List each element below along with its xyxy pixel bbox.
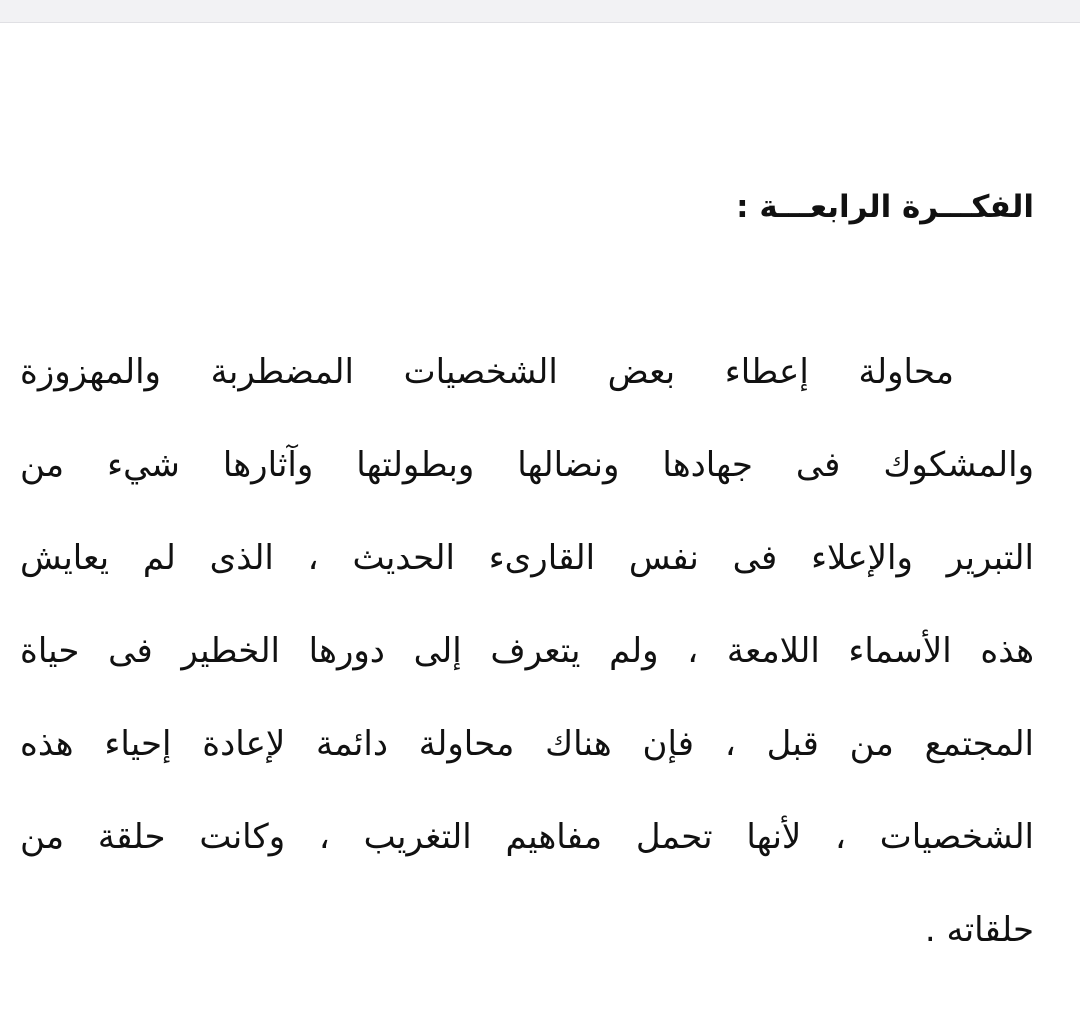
paragraph-line: محاولة إعطاء بعض الشخصيات المضطربة والمهزوزة <box>20 352 954 392</box>
paragraph-line: هذه الأسماء اللامعة ، ولم يتعرف إلى دورها الخطير فى حياة <box>20 631 1034 671</box>
section-heading: الفكـــرة الرابعـــة : <box>736 189 1034 225</box>
paragraph-line: حلقاته . <box>924 910 1034 950</box>
paragraph-line: والمشكوك فى جهادها ونضالها وبطولتها وآثارها شيء من <box>20 445 1034 485</box>
body-paragraph <box>20 326 1034 977</box>
viewer-top-bar <box>0 0 1080 23</box>
paragraph-line: التبرير والإعلاء فى نفس القارىء الحديث ، الذى لم يعايش <box>20 538 1034 578</box>
paragraph-line: الشخصيات ، لأنها تحمل مفاهيم التغريب ، وكانت حلقة من <box>20 817 1034 857</box>
paragraph-line: المجتمع من قبل ، فإن هناك محاولة دائمة لإعادة إحياء هذه <box>20 724 1034 764</box>
